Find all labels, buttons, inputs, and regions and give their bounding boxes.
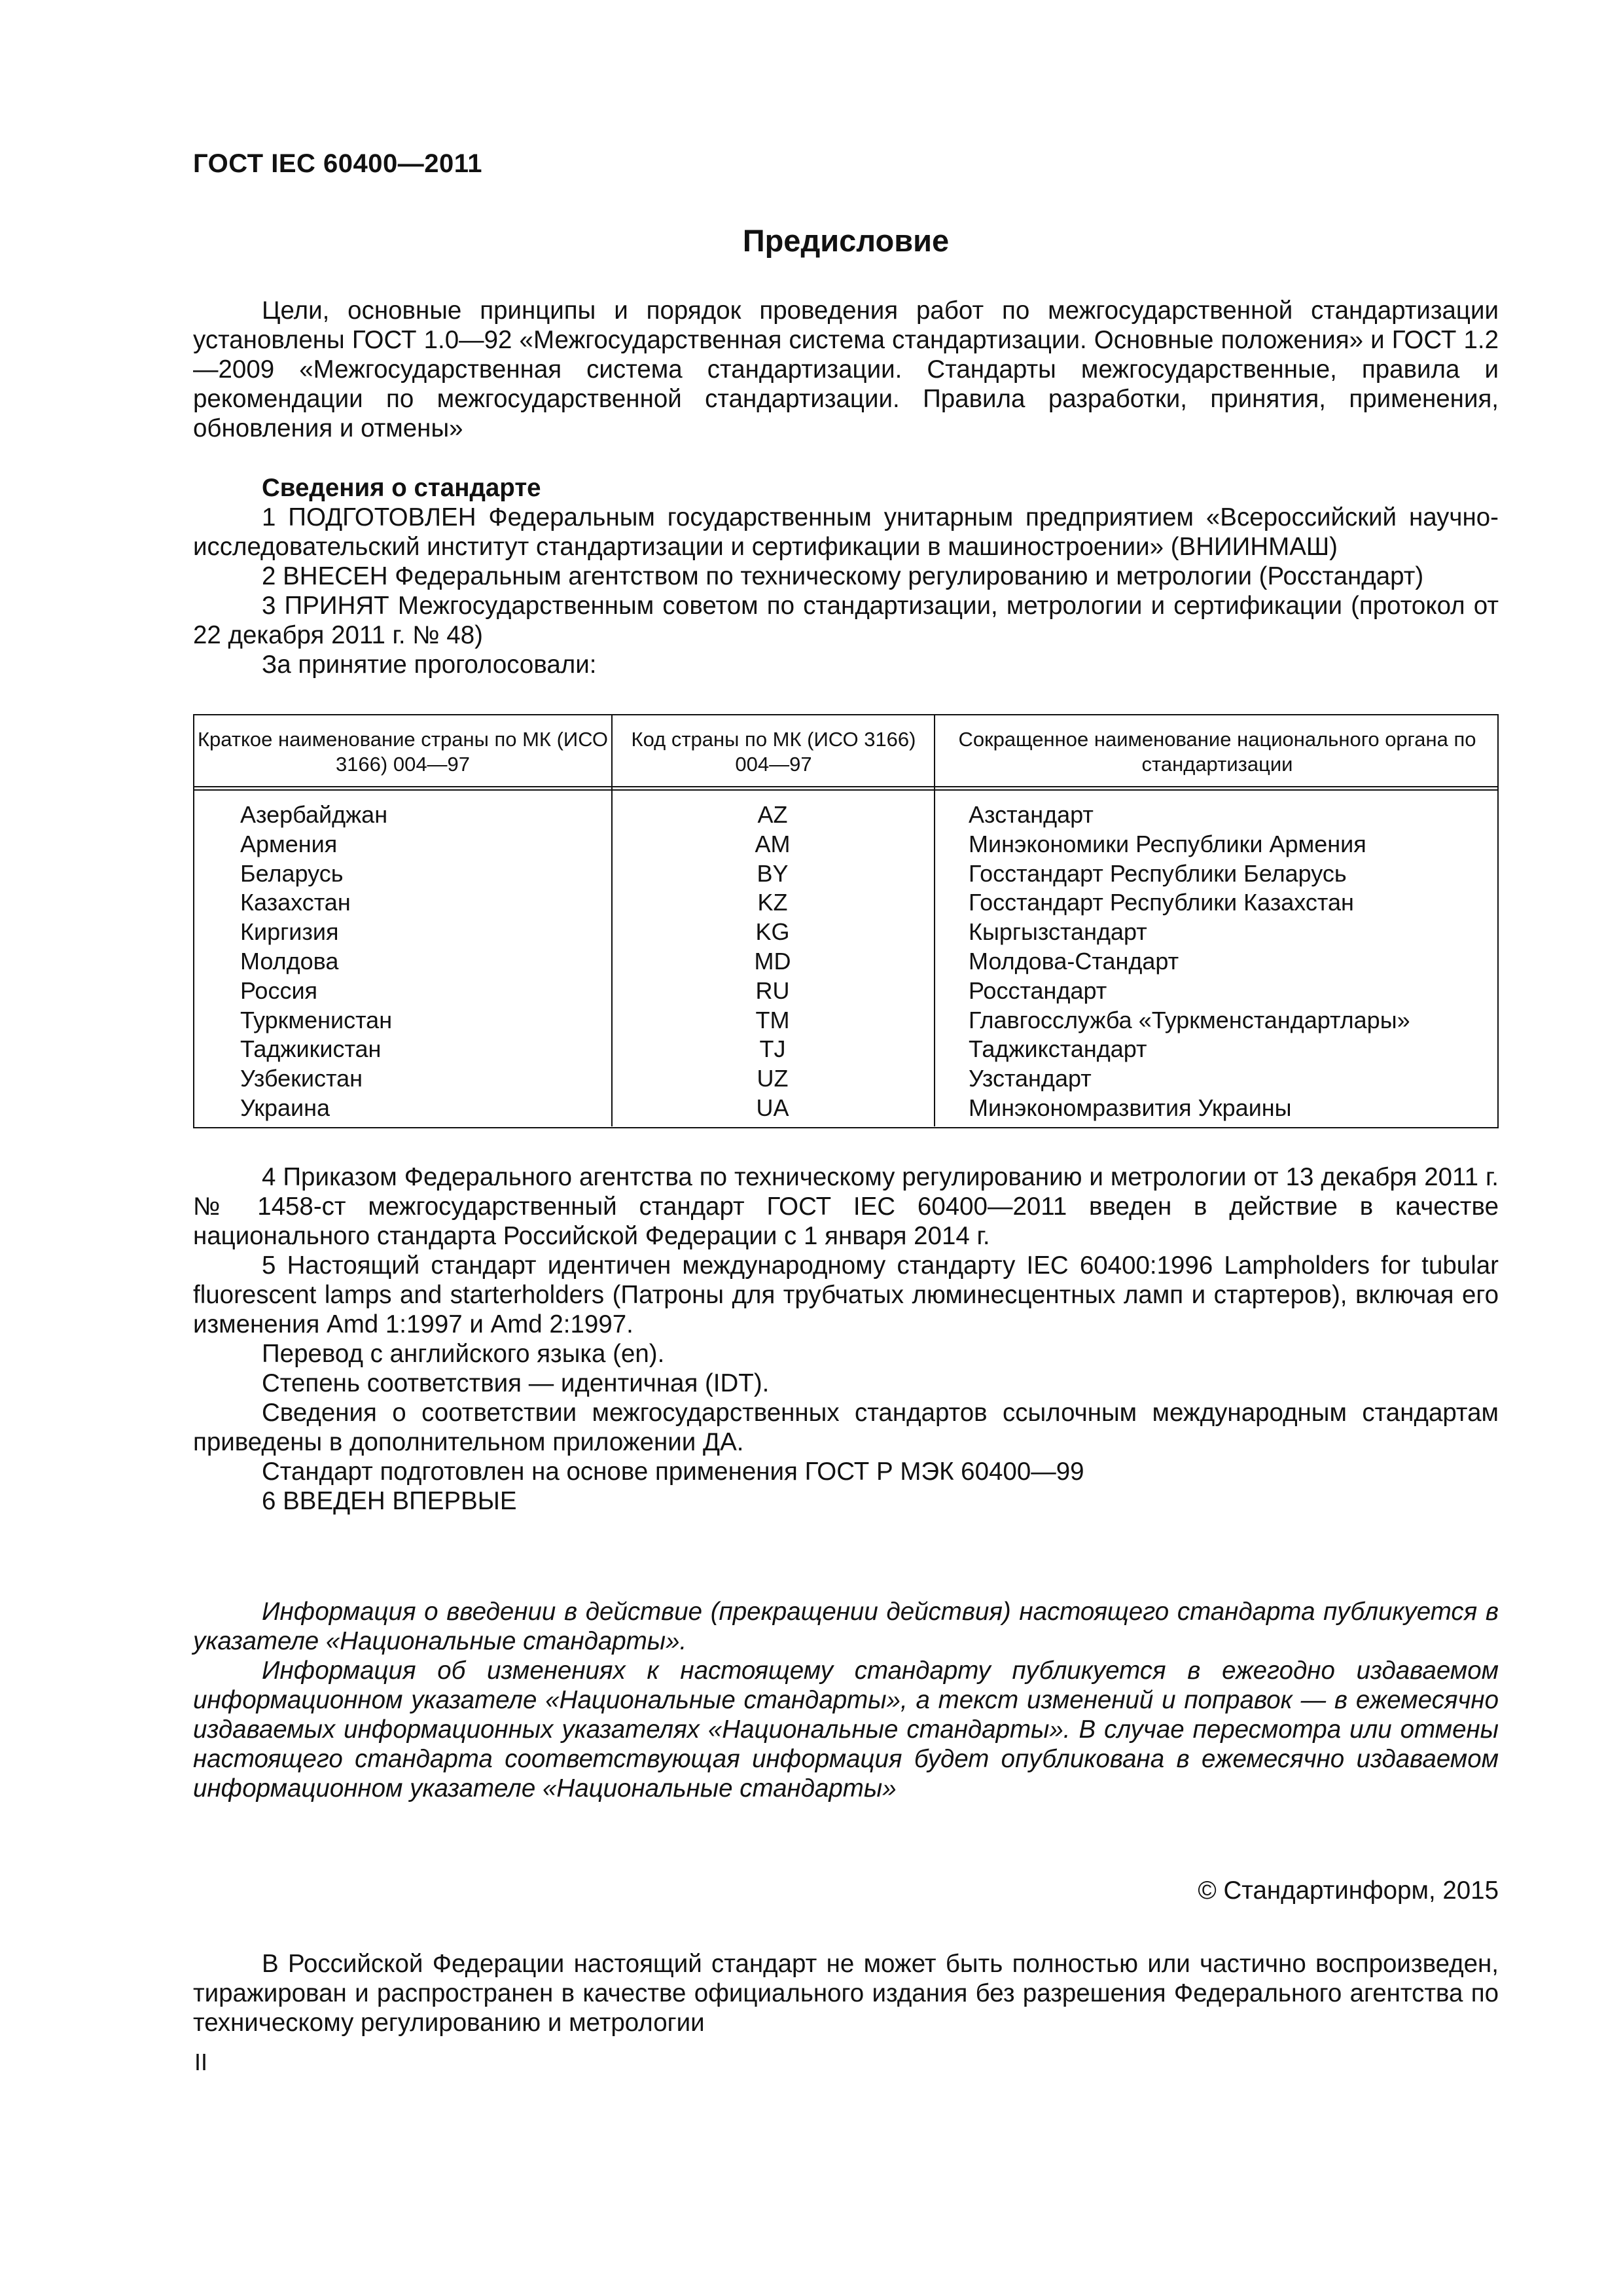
table-row: [194, 947, 1497, 977]
body-cell: Таджикстандарт: [969, 1035, 1147, 1063]
table-row: [194, 1094, 1497, 1123]
info-item-5: 5 Настоящий стандарт идентичен международному стандарту IEC 60400:1996 Lampholders for tubular fluorescent lamps and starterholders (Патроны для трубчатых люминесцентных ламп и стартеров), включая его изменения Amd 1:1997 и Amd 2:1997.: [193, 1251, 1499, 1338]
country-cell: Киргизия: [240, 918, 339, 946]
code-cell: BY: [757, 859, 789, 887]
table-header-rule: [194, 786, 1497, 787]
column-header-country: Краткое наименование страны по МК (ИСО 3166) 004—97: [197, 728, 609, 776]
column-header-body: Сокращенное наименование национального органа по стандартизации: [958, 728, 1476, 776]
references-note: Сведения о соответствии межгосударственных стандартов ссылочным международным стандартам приведены в дополнительном приложении ДА.: [193, 1399, 1499, 1456]
body-cell: Росстандарт: [969, 977, 1107, 1004]
standard-info-heading: Сведения о стандарте: [262, 474, 541, 502]
info-item-3: 3 ПРИНЯТ Межгосударственным советом по стандартизации, метрологии и сертификации (протокол от 22 декабря 2011 г. № 48): [193, 592, 1499, 649]
translation-note: Перевод с английского языка (en).: [262, 1340, 665, 1368]
code-cell: KZ: [757, 889, 788, 916]
code-cell: UZ: [757, 1065, 789, 1092]
vote-table: [193, 714, 1499, 1128]
code-cell: RU: [755, 977, 790, 1004]
standard-info-section: [193, 473, 1499, 679]
code-cell: TM: [755, 1006, 790, 1033]
table-row: [194, 888, 1497, 918]
copyright: © Стандартинформ, 2015: [1198, 1876, 1499, 1905]
info-item-2: 2 ВНЕСЕН Федеральным агентством по техническому регулированию и метрологии (Росстандарт): [262, 562, 1424, 590]
country-cell: Молдова: [240, 947, 339, 975]
table-row: [194, 830, 1497, 859]
info-item-6: 6 ВВЕДЕН ВПЕРВЫЕ: [262, 1487, 517, 1515]
body-cell: Минэкономики Республики Армения: [969, 830, 1366, 857]
page-number: II: [194, 2049, 208, 2075]
table-row: [194, 859, 1497, 889]
country-cell: Украина: [240, 1094, 330, 1121]
country-cell: Россия: [240, 977, 318, 1004]
table-divider: [934, 715, 935, 787]
code-cell: KG: [755, 918, 790, 946]
body-cell: Кыргызстандарт: [969, 918, 1147, 946]
table-header-rule: [194, 789, 1497, 791]
basis-note: Стандарт подготовлен на основе применения ГОСТ Р МЭК 60400—99: [262, 1458, 1084, 1486]
page-title: Предисловие: [742, 223, 950, 258]
table-row: [194, 918, 1497, 947]
code-cell: TJ: [759, 1035, 786, 1063]
body-cell: Госстандарт Республики Беларусь: [969, 859, 1347, 887]
conformity-note: Степень соответствия — идентичная (IDT).: [262, 1369, 770, 1397]
info-item-4: 4 Приказом Федерального агентства по техническому регулированию и метрологии от 13 декабря 2011 г. № 1458-ст межгосударственный стандарт ГОСТ IEC 60400—2011 введен в действие в качестве национального стандарта Российской Федерации с 1 января 2014 г.: [193, 1163, 1499, 1250]
info-item-vote-intro: За принятие проголосовали:: [262, 651, 597, 679]
body-cell: Госстандарт Республики Казахстан: [969, 889, 1354, 916]
country-cell: Казахстан: [240, 889, 351, 916]
country-cell: Армения: [240, 830, 338, 857]
country-cell: Туркменистан: [240, 1006, 393, 1033]
rights-paragraph: В Российской Федерации настоящий стандарт не может быть полностью или частично воспроизведен, тиражирован и распространен в качестве официального издания без разрешения Федерального агентства по техническому регулированию и метрологии: [193, 1950, 1499, 2037]
table-row: [194, 1006, 1497, 1035]
code-cell: UA: [756, 1094, 789, 1121]
body-cell: Главгосслужба «Туркменстандартлары»: [969, 1006, 1410, 1033]
table-divider: [611, 715, 613, 787]
body-cell: Узстандарт: [969, 1065, 1092, 1092]
rights-section: [193, 1949, 1499, 2037]
code-cell: MD: [754, 947, 791, 975]
notice-paragraph: Информация об изменениях к настоящему стандарту публикуется в ежегодно издаваемом информационном указателе «Национальные стандарты», а текст изменений и поправок — в ежемесячно издаваемых информационных указателях «Национальные стандарты». В случае пересмотра или отмены настоящего стандарта соответствующая информация будет опубликована в ежемесячно издаваемом информационном указателе «Национальные стандарты»: [193, 1657, 1499, 1803]
country-cell: Азербайджан: [240, 801, 388, 828]
intro-section: [193, 296, 1499, 443]
table-row: [194, 1064, 1497, 1094]
intro-paragraph: Цели, основные принципы и порядок проведения работ по межгосударственной стандартизации установлены ГОСТ 1.0—92 «Межгосударственная система стандартизации. Основные положения» и ГОСТ 1.2—2009 «Межгосударственная система стандартизации. Стандарты межгосударственные, правила и рекомендации по межгосударственной стандартизации. Правила разработки, принятия, применения, обновления и отмены»: [193, 296, 1499, 442]
body-cell: Молдова-Стандарт: [969, 947, 1179, 975]
info-item-1: 1 ПОДГОТОВЛЕН Федеральным государственным унитарным предприятием «Всероссийский научно-исследовательский институт стандартизации и сертификации в машиностроении» (ВНИИНМАШ): [193, 503, 1499, 561]
notice-paragraph: Информация о введении в действие (прекращении действия) настоящего стандарта публикуется в указателе «Национальные стандарты».: [193, 1598, 1499, 1655]
table-row: [194, 800, 1497, 830]
notice-section: [193, 1597, 1499, 1803]
code-cell: AM: [755, 830, 791, 857]
table-body: [194, 800, 1497, 1123]
country-cell: Таджикистан: [240, 1035, 382, 1063]
column-header-code: Код страны по МК (ИСО 3166) 004—97: [631, 728, 916, 776]
body-cell: Минэкономразвития Украины: [969, 1094, 1292, 1121]
body-cell: Азстандарт: [969, 801, 1094, 828]
document-code: ГОСТ IEC 60400—2011: [193, 149, 482, 178]
after-table-section: [193, 1162, 1499, 1516]
table-row: [194, 977, 1497, 1006]
country-cell: Беларусь: [240, 859, 344, 887]
country-cell: Узбекистан: [240, 1065, 363, 1092]
code-cell: AZ: [757, 801, 788, 828]
table-row: [194, 1035, 1497, 1064]
